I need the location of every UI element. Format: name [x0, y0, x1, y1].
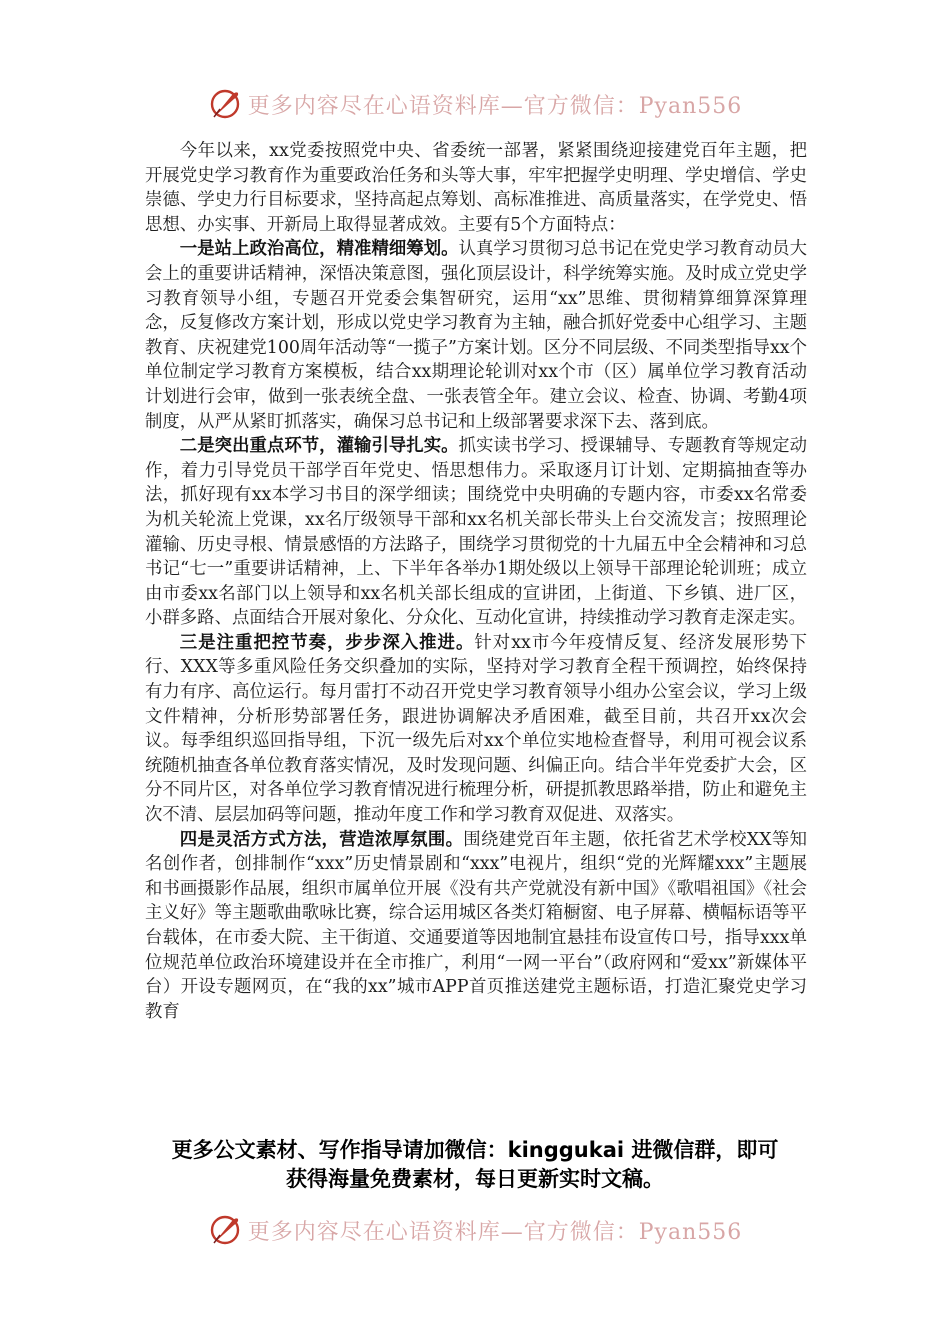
paragraph-text: 围绕建党百年主题，依托省艺术学校XX等知名创作者，创排制作“xxx”历史情景剧和“xxx”电视片，组织“党的光辉耀xxx”主题展和书画摄影作品展，组织市属单位开展《没有共产党就没有新中国》《歌唱祖国》《社会主义好》等主题歌曲歌咏比赛，综合运用城区各类灯箱橱窗、电子屏幕、横幅标语等平台载体，在市委大院、主干街道、交通要道等因地制宜悬挂布设宣传口号，指导xxx单位规范单位政治环境建设并在全市推广，利用“一网一平台”（政府网和“爱xx”新媒体平台）开设专题网页，在“我的xx”城市APP首页推送建党主题标语，打造汇聚党史学习教育: [145, 829, 807, 1022]
promo-notice: [130, 1136, 820, 1194]
article-paragraph: [145, 237, 807, 434]
paragraph-lead: 二是突出重点环节，灌输引导扎实。: [179, 436, 459, 457]
paragraph-lead: 三是注重把控节奏，步步深入推进。: [179, 632, 475, 653]
paragraph-text: 针对xx市今年疫情反复、经济发展形势下行、XXX等多重风险任务交织叠加的实际，坚持对学习教育全程干预调控，始终保持有力有序、高位运行。每月雷打不动召开党史学习教育领导小组办公室会议，学习上级文件精神，分析形势部署任务，跟进协调解决矛盾困难，截至目前，共召开xx次会议。每季组织巡回指导组，下沉一级先后对xx个单位实地检查督导，利用可视会议系统随机抽查各单位教育落实情况，及时发现问题、纠偏正向。结合半年党委扩大会，区分不同片区，对各单位学习教育情况进行梳理分析，研提抓教思路举措，防止和避免主次不清、层层加码等问题，推动年度工作和学习教育双促进、双落实。: [145, 632, 807, 826]
paragraph-text: 抓实读书学习、授课辅导、专题教育等规定动作，着力引导党员干部学百年党史、悟思想伟力。采取逐月订计划、定期搞抽查等办法，抓好现有xx本学习书目的深学细读；围绕党中央明确的专题内容，市委xx名常委为机关轮流上党课，xx名厅级领导干部和xx名机关部长带头上台交流发言；按照理论灌输、历史寻根、情景感悟的方法路子，围绕学习贯彻党的十九届五中全会精神和习总书记“七一”重要讲话精神，上、下半年各举办1期处级以上领导干部理论轮训班；成立由市委xx名部门以上领导和xx名机关部长组成的宣讲团，上街道、下乡镇、进厂区，小群多路、点面结合开展对象化、分众化、互动化宣讲，持续推动学习教育走深走实。: [145, 436, 807, 629]
quill-pen-logo-icon: [208, 1213, 242, 1247]
quill-pen-logo-icon: [208, 87, 242, 121]
paragraph-text: 今年以来，xx党委按照党中央、省委统一部署，紧紧围绕迎接建党百年主题，把开展党史学习教育作为重要政治任务和头等大事，牢牢把握学史明理、学史增信、学史崇德、学史力行目标要求，坚持高起点筹划、高标准推进、高质量落实，在学党史、悟思想、办实事、开新局上取得显著成效。主要有5个方面特点：: [145, 141, 807, 235]
header-banner: [0, 82, 950, 126]
article-body: [145, 139, 807, 1024]
promo-line-1: 更多公文素材、写作指导请加微信：kinggukai 进微信群，即可: [171, 1138, 779, 1162]
article-paragraph: [145, 139, 807, 237]
article-paragraph: [145, 434, 807, 631]
paragraph-text: 认真学习贯彻习总书记在党史学习教育动员大会上的重要讲话精神，深悟决策意图，强化顶层设计，科学统筹实施。及时成立党史学习教育领导小组，专题召开党委会集智研究，运用“xx”思维、贯彻精算细算深算理念，反复修改方案计划，形成以党史学习教育为主轴，融合抓好党委中心组学习、主题教育、庆祝建党100周年活动等“一揽子”方案计划。区分不同层级、不同类型指导xx个单位制定学习教育方案模板，结合xx期理论轮训对xx个市（区）属单位学习教育活动计划进行会审，做到一张表统全盘、一张表管全年。建立会议、检查、协调、考勤4项制度，从严从紧盯抓落实，确保习总书记和上级部署要求深下去、落到底。: [145, 239, 807, 432]
promo-line-2: 获得海量免费素材，每日更新实时文稿。: [286, 1167, 664, 1191]
footer-banner-text: 更多内容尽在心语资料库—官方微信：Pyan556: [247, 1219, 743, 1245]
paragraph-lead: 一是站上政治高位，精准精细筹划。: [179, 239, 459, 260]
footer-banner: [0, 1208, 950, 1252]
paragraph-lead: 四是灵活方式方法，营造浓厚氛围。: [179, 829, 464, 850]
article-paragraph: [145, 828, 807, 1025]
header-banner-text: 更多内容尽在心语资料库—官方微信：Pyan556: [247, 93, 743, 119]
article-paragraph: [145, 631, 807, 828]
